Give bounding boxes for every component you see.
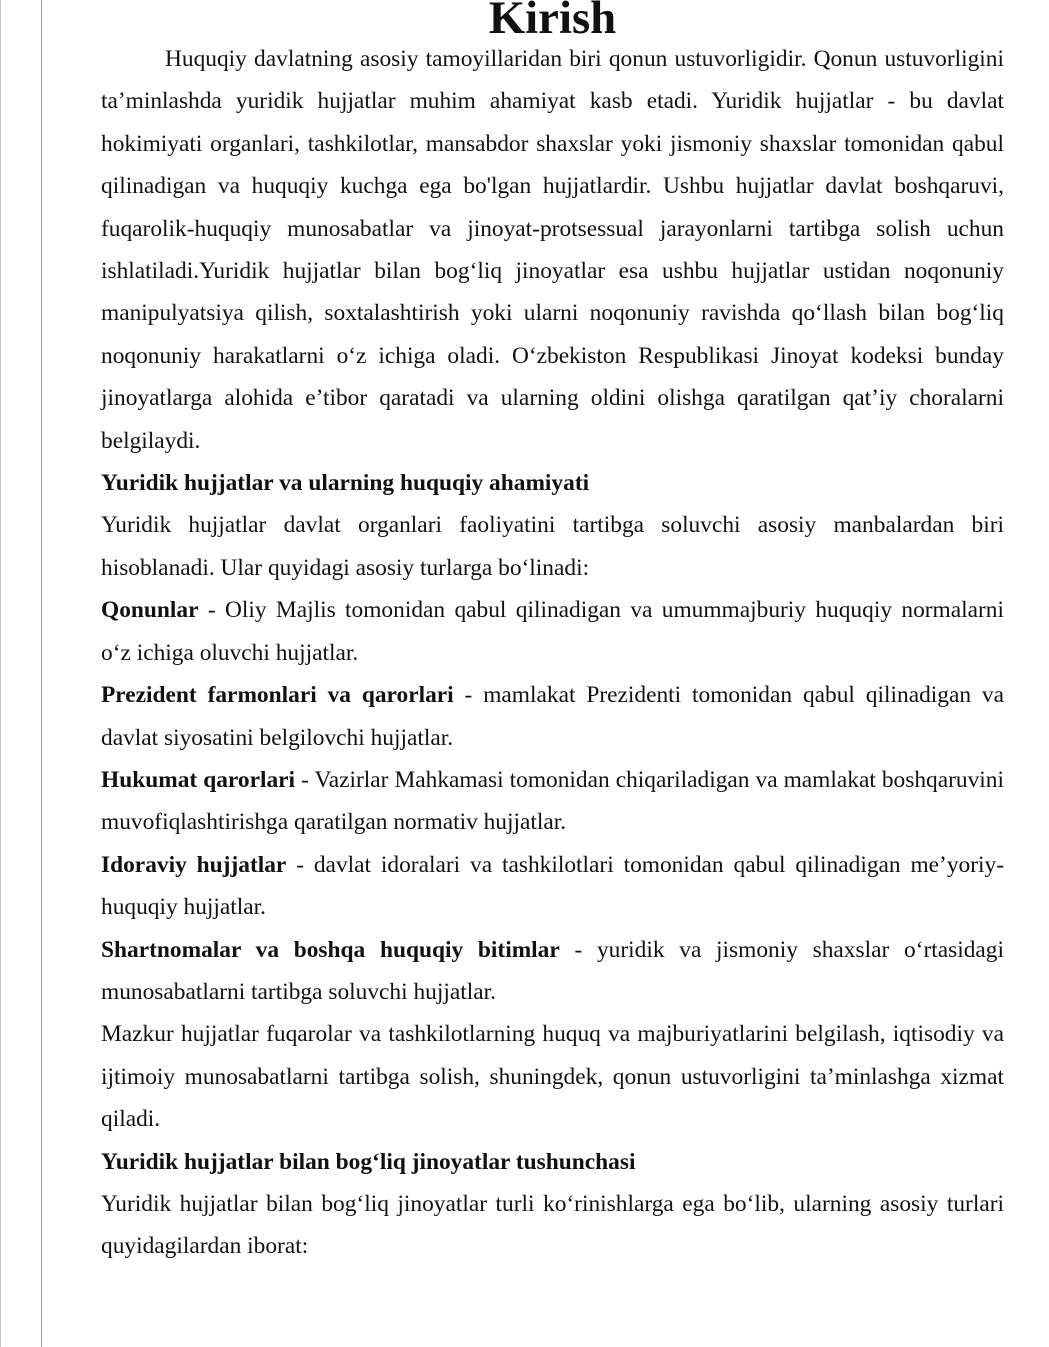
document-title: Kirish	[488, 0, 617, 44]
section-intro-paragraph: Yuridik hujjatlar bilan bog‘liq jinoyatlar turli ko‘rinishlarga ega bo‘lib, ularning asosiy turlari quyidagilardan iborat:	[101, 1190, 1004, 1260]
document-type-term: Qonunlar	[101, 597, 199, 624]
document-type-definition: - Oliy Majlis tomonidan qabul qilinadigan va umummajburiy huquqiy normalarni o‘z ichiga oluvchi hujjatlar.	[101, 597, 1004, 666]
margin-line	[41, 0, 42, 1347]
section-heading-legal-documents: Yuridik hujjatlar va ularning huquqiy ahamiyati	[101, 470, 590, 497]
page-edge-line	[0, 0, 1, 1347]
document-type-item	[101, 589, 1004, 674]
document-type-definition: - mamlakat Prezidenti tomonidan qabul qilinadigan va davlat siyosatini belgilovchi hujjatlar.	[101, 682, 1004, 751]
document-body	[101, 0, 1004, 1268]
document-type-item	[101, 674, 1004, 759]
section-intro-paragraph: Yuridik hujjatlar davlat organlari faoliyatini tartibga soluvchi asosiy manbalardan biri hisoblanadi. Ular quyidagi asosiy turlarga bo‘linadi:	[101, 512, 1004, 581]
document-type-term: Shartnomalar va boshqa huquqiy bitimlar	[101, 936, 560, 963]
document-type-definition: - Vazirlar Mahkamasi tomonidan chiqariladigan va mamlakat boshqaruvini muvofiqlashtirishga qaratilgan normativ hujjatlar.	[101, 766, 1004, 836]
document-type-item	[101, 929, 1004, 1014]
document-type-item	[101, 759, 1004, 844]
document-type-definition: - davlat idoralari va tashkilotlari tomonidan qabul qilinadigan me’yoriy-huquqiy hujjatlar.	[101, 851, 1004, 921]
section-heading-crimes-concept: Yuridik hujjatlar bilan bog‘liq jinoyatlar tushunchasi	[101, 1148, 636, 1175]
intro-paragraph: Huquqiy davlatning asosiy tamoyillaridan biri qonun ustuvorligidir. Qonun ustuvorligini ta’minlashda yuridik hujjatlar muhim ahamiyat kasb etadi. Yuridik hujjatlar - bu davlat hokimiyati organlari, tashkilotlar, mansabdor shaxslar yoki jismoniy shaxslar tomonidan qabul qilinadigan va huquqiy kuchga ega bo'lgan hujjatlardir. Ushbu hujjatlar davlat boshqaruvi, fuqarolik-huquqiy munosabatlar va jinoyat-protsessual jarayonlarni tartibga solish uchun ishlatiladi.Yuridik hujjatlar bilan bog‘liq jinoyatlar esa ushbu hujjatlar ustidan noqonuniy manipulyatsiya qilish, soxtalashtirish yoki ularni noqonuniy ravishda qo‘llash bilan bog‘liq noqonuniy harakatlarni o‘z ichiga oladi. O‘zbekiston Respublikasi Jinoyat kodeksi bunday jinoyatlarga alohida e’tibor qaratadi va ularning oldini olishga qaratilgan qat’iy choralarni belgilaydi.	[101, 46, 1004, 454]
section-conclusion-paragraph: Mazkur hujjatlar fuqarolar va tashkilotlarning huquq va majburiyatlarini belgilash, iqtisodiy va ijtimoiy munosabatlarni tartibga solish, shuningdek, qonun ustuvorligini ta’minlashga xizmat qiladi.	[101, 1021, 1004, 1133]
document-type-item	[101, 844, 1004, 929]
document-type-term: Idoraviy hujjatlar	[101, 851, 287, 878]
document-type-definition: - yuridik va jismoniy shaxslar o‘rtasidagi munosabatlarni tartibga soluvchi hujjatlar.	[101, 936, 1004, 1005]
document-type-term: Hukumat qarorlari	[101, 766, 296, 793]
document-type-term: Prezident farmonlari va qarorlari	[101, 682, 454, 709]
